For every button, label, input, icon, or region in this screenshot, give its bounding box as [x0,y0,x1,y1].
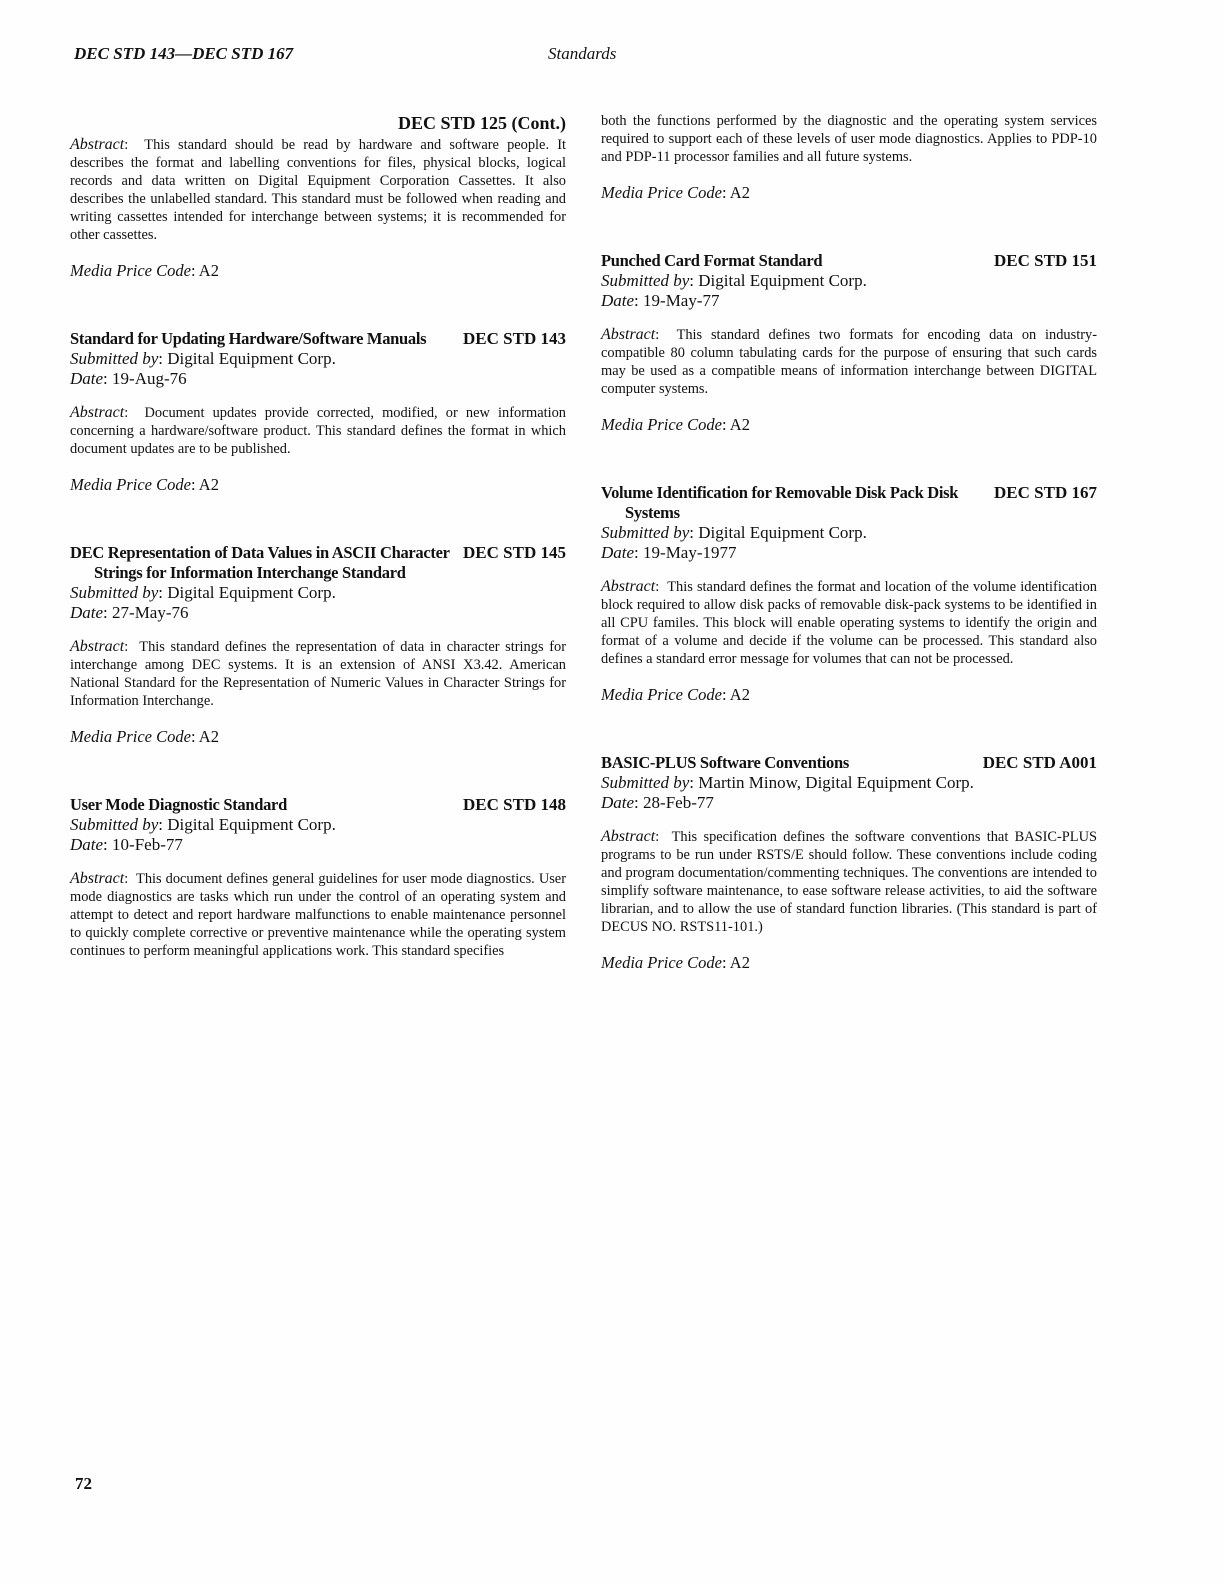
standard-number: DEC STD 148 [463,795,566,814]
section-title: Standards [548,44,617,63]
price-label: Media Price Code [70,475,191,494]
abstract-paragraph: Abstract: This standard defines the format and location of the volume identification block required to allow disk packs of removable disk-pack systems to be identified in all CPU familes. This block will enable operating systems to identify the origin and format of a volume and decide if the volume can be processed. This standard also defines a standard error message for volumes that can not be processed. [601,578,1097,667]
submitter: Digital Equipment Corp. [698,271,867,290]
submitter: Digital Equipment Corp. [167,815,336,834]
abstract-label: Abstract [70,870,125,887]
date-value: 10-Feb-77 [112,835,183,854]
continued-abstract-text: both the functions performed by the diagnostic and the operating system services required to support each of these levels of user mode diagnostics. Applies to PDP-10 and PDP-11 processor families and all future systems. [601,113,1097,165]
submitter: Digital Equipment Corp. [698,523,867,542]
date-value: 27-May-76 [112,603,189,622]
submitted-by-label: Submitted by [70,583,159,602]
media-price-line: Media Price Code: A2 [601,953,750,972]
media-price-line: Media Price Code: A2 [601,685,750,704]
continued-entry-std-125 [70,112,566,281]
right-column [601,112,1097,973]
abstract-text: This standard defines two formats for encoding data on industry-compatible 80 column tabulating cards for the purpose of ensuring that such cards may be used as a compatible means of information interchange between DIGITAL computer systems. [601,327,1098,397]
abstract-paragraph: Abstract: This document defines general guidelines for user mode diagnostics. User mode diagnostics are tasks which run under the control of an operating system and attempt to detect and report hardware malfunctions to enable maintenance personnel to quickly complete corrective or preventive maintenance while the operating system continues to perform meaningful applications work. This standard specifies [70,870,566,959]
abstract-paragraph: Abstract: This standard should be read by hardware and software people. It describes the format and labelling conventions for files, physical blocks, logical records and data written on Digital Equipment Corporation Cassettes. It also describes the unlabelled standard. This standard must be followed when reading and writing cassettes intended for interchange between systems; it is recommended for other cassettes. [70,136,566,243]
submitted-by-line: Submitted by: Digital Equipment Corp. [601,271,867,290]
abstract-text: This document defines general guidelines for user mode diagnostics. User mode diagnostics are tasks which run under the control of an operating system and attempt to detect and report hardware malfunctions to enable maintenance personnel to quickly complete corrective or preventive maintenance while the operating system continues to perform meaningful applications work. This standard specifies [70,871,566,959]
submitted-by-line: Submitted by: Digital Equipment Corp. [70,815,336,834]
abstract-paragraph: Abstract: This standard defines the representation of data in character strings for interchange among DEC systems. It is an extension of ANSI X3.42. American National Standard for the Representation of Numeric Values in Character Strings for Information Interchange. [70,638,566,709]
standard-title: Standard for Updating Hardware/Software Manuals [70,329,427,348]
submitter: Digital Equipment Corp. [167,583,336,602]
submitted-by-label: Submitted by [601,523,690,542]
standard-entry-std-145 [70,543,566,747]
price-value: A2 [729,953,750,972]
standard-title: User Mode Diagnostic Standard [70,795,287,814]
date-label: Date [601,291,635,310]
left-column [70,112,566,960]
price-label: Media Price Code [601,183,722,202]
date-line: Date: 19-May-1977 [601,543,737,562]
standard-number: DEC STD A001 [982,753,1097,772]
date-line: Date: 19-May-77 [601,291,720,310]
submitted-by-label: Submitted by [601,271,690,290]
submitted-by-line: Submitted by: Martin Minow, Digital Equipment Corp. [601,773,974,792]
media-price-line: Media Price Code: A2 [601,183,750,202]
price-value: A2 [198,475,219,494]
abstract-paragraph: Abstract: Document updates provide corrected, modified, or new information concerning a hardware/software product. This standard defines the format in which document updates are to be published. [70,404,566,457]
standard-number: DEC STD 167 [994,483,1097,502]
price-value: A2 [729,183,750,202]
standard-entry-std-a001 [601,753,1097,973]
submitted-by-line: Submitted by: Digital Equipment Corp. [70,583,336,602]
date-label: Date [601,793,635,812]
date-line: Date: 19-Aug-76 [70,369,187,388]
price-label: Media Price Code [601,415,722,434]
price-value: A2 [729,685,750,704]
submitted-by-line: Submitted by: Digital Equipment Corp. [601,523,867,542]
date-label: Date [70,835,104,854]
date-line: Date: 10-Feb-77 [70,835,183,854]
standard-entry-std-143 [70,329,566,495]
price-value: A2 [198,261,219,280]
standard-title: Punched Card Format Standard [601,251,823,270]
abstract-text: Document updates provide corrected, modified, or new information concerning a hardware/software product. This standard defines the format in which document updates are to be published. [70,405,566,457]
price-label: Media Price Code [70,261,191,280]
media-price-line: Media Price Code: A2 [601,415,750,434]
standard-title: BASIC-PLUS Software Conventions [601,753,850,772]
standard-number: DEC STD 143 [463,329,566,348]
date-value: 19-Aug-76 [112,369,187,388]
date-line: Date: 27-May-76 [70,603,189,622]
submitter: Digital Equipment Corp. [167,349,336,368]
abstract-text: This standard defines the format and location of the volume identification block required to allow disk packs of removable disk-pack systems to be identified in all CPU familes. This block will enable operating systems to identify the origin and format of a volume and decide if the volume can be processed. This standard also defines a standard error message for volumes that can not be processed. [601,579,1097,667]
submitted-by-label: Submitted by [70,349,159,368]
abstract-label: Abstract [70,638,125,655]
abstract-label: Abstract [601,326,656,343]
price-label: Media Price Code [70,727,191,746]
abstract-paragraph: Abstract: This specification defines the software conventions that BASIC-PLUS programs to be run under RSTS/E should follow. These conventions include coding and program documentation/commenting techniques. The conventions are intended to simplify software maintenance, to ease software release activities, to aid the software librarian, and to allow the use of standard function libraries. (This standard is part of DECUS NO. RSTS11-101.) [601,828,1097,935]
date-label: Date [601,543,635,562]
price-label: Media Price Code [601,953,722,972]
abstract-label: Abstract [70,404,125,421]
price-label: Media Price Code [601,685,722,704]
date-value: 28-Feb-77 [643,793,714,812]
standard-entry-std-148 [70,795,566,960]
abstract-label: Abstract [601,578,656,595]
date-label: Date [70,603,104,622]
running-head: DEC STD 143—DEC STD 167 [74,44,294,63]
date-line: Date: 28-Feb-77 [601,793,714,812]
price-value: A2 [729,415,750,434]
standard-entry-std-167 [601,483,1097,705]
price-value: A2 [198,727,219,746]
media-price-line: Media Price Code: A2 [70,475,219,494]
abstract-text: This specification defines the software conventions that BASIC-PLUS programs to be run under RSTS/E should follow. These conventions include coding and program documentation/commenting techniques. The conventions are intended to simplify software maintenance, to ease software release activities, to aid the software librarian, and to allow the use of standard function libraries. (This standard is part of DECUS NO. RSTS11-101.) [601,829,1097,935]
abstract-paragraph: Abstract: This standard defines two formats for encoding data on industry-compatible 80 column tabulating cards for the purpose of ensuring that such cards may be used as a compatible means of information interchange between DIGITAL computer systems. [601,326,1098,397]
page-number: 72 [75,1474,92,1493]
continued-entry-heading: DEC STD 125 (Cont.) [397,113,566,133]
standard-title: Volume Identification for Removable Disk Pack Disk Systems [601,483,959,522]
standard-number: DEC STD 151 [994,251,1097,270]
abstract-label: Abstract [601,828,656,845]
page-header [0,44,1224,68]
abstract-text: This standard defines the representation of data in character strings for interchange among DEC systems. It is an extension of ANSI X3.42. American National Standard for the Representation of Numeric Values in Character Strings for Information Interchange. [70,639,566,709]
media-price-line: Media Price Code: A2 [70,261,219,280]
standard-title: DEC Representation of Data Values in ASCII Character Strings for Information Interchange Standard [70,543,450,582]
submitted-by-label: Submitted by [70,815,159,834]
continued-entry-std-148 [601,112,1097,203]
date-value: 19-May-1977 [643,543,737,562]
date-label: Date [70,369,104,388]
media-price-line: Media Price Code: A2 [70,727,219,746]
date-value: 19-May-77 [643,291,720,310]
standard-number: DEC STD 145 [463,543,566,562]
submitted-by-label: Submitted by [601,773,690,792]
submitted-by-line: Submitted by: Digital Equipment Corp. [70,349,336,368]
submitter: Martin Minow, Digital Equipment Corp. [698,773,974,792]
abstract-text: This standard should be read by hardware and software people. It describes the format and labelling conventions for files, physical blocks, logical records and data written on Digital Equipment Corporation Cassettes. It also describes the unlabelled standard. This standard must be followed when reading and writing cassettes intended for interchange between systems; it is recommended for other cassettes. [70,137,566,243]
standard-entry-std-151 [601,251,1097,435]
abstract-label: Abstract [70,136,125,153]
